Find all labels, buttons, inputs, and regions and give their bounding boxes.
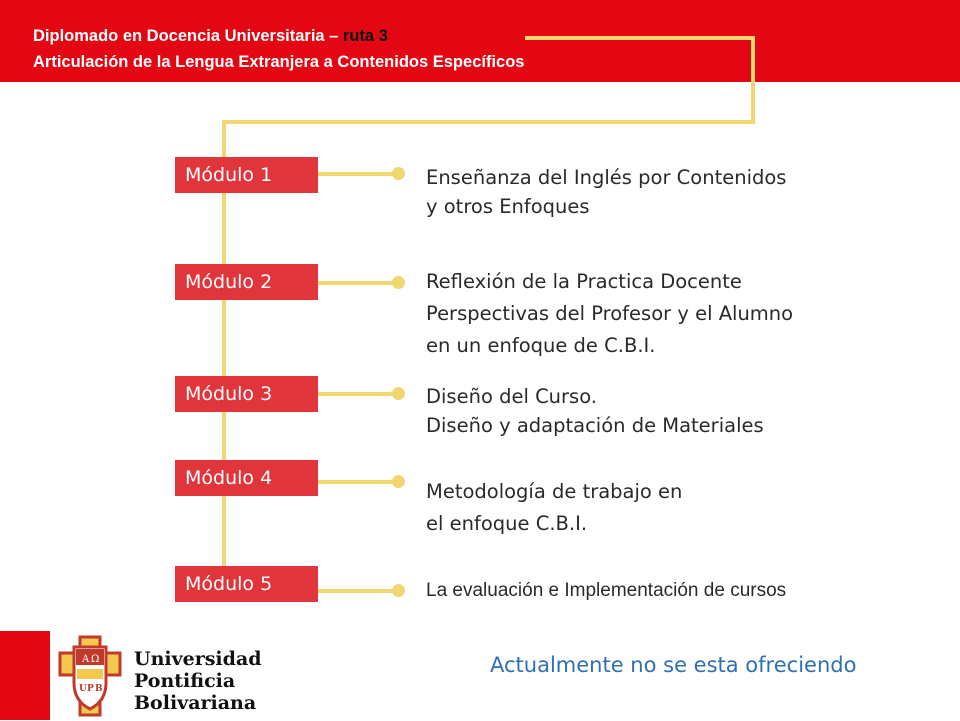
svg-text:B: B	[95, 684, 103, 694]
svg-text:P: P	[87, 684, 94, 694]
module-1-desc-line-2: y otros Enfoques	[426, 195, 590, 218]
svg-text:Ω: Ω	[91, 654, 100, 665]
module-1-tab[interactable]: Módulo 1	[175, 157, 318, 193]
header-connector-vertical	[751, 36, 755, 124]
footer-red-block	[0, 631, 50, 720]
module-2-desc-line-2: Perspectivas del Profesor y el Alumno	[426, 302, 794, 325]
module-5-desc-line-1: La evaluación e Implementación de cursos	[426, 580, 787, 601]
module-3-desc-line-2: Diseño y adaptación de Materiales	[426, 414, 764, 437]
module-3-tab[interactable]: Módulo 3	[175, 376, 318, 412]
module-4-desc-line-1: Metodología de trabajo en	[426, 480, 683, 503]
module-2-tab[interactable]: Módulo 2	[175, 264, 318, 300]
course-subtitle: Articulación de la Lengua Extranjera a Contenidos Específicos	[33, 53, 525, 71]
availability-note: Actualmente no se esta ofreciendo	[490, 653, 857, 677]
module-2-connector	[318, 281, 398, 285]
route-label: ruta 3	[342, 27, 388, 45]
header-connector-horizontal	[525, 36, 755, 40]
module-3-desc-line-1: Diseño del Curso.	[426, 385, 598, 408]
svg-text:A: A	[82, 654, 90, 665]
module-5-dot	[392, 584, 405, 597]
module-1-dot	[392, 167, 405, 180]
module-5-connector	[318, 589, 398, 593]
module-2-desc-line-1: Reflexión de la Practica Docente	[426, 270, 742, 293]
module-1-desc-line-1: Enseñanza del Inglés por Contenidos	[426, 166, 787, 189]
logo-word-3: Bolivariana	[134, 692, 257, 714]
module-4-tab[interactable]: Módulo 4	[175, 460, 318, 496]
module-3-dot	[392, 387, 405, 400]
upb-crest-icon	[58, 635, 268, 717]
module-4-desc-line-2: el enfoque C.B.I.	[426, 512, 588, 535]
module-5-tab[interactable]: Módulo 5	[175, 566, 318, 602]
course-title	[33, 27, 388, 46]
module-3-connector	[318, 392, 398, 396]
course-title-main: Diplomado en Docencia Universitaria –	[33, 27, 343, 45]
module-4-dot	[392, 475, 405, 488]
module-4-connector	[318, 480, 398, 484]
header-bar	[0, 0, 960, 82]
university-logo	[58, 635, 268, 721]
module-2-desc-line-3: en un enfoque de C.B.I.	[426, 334, 656, 357]
top-connector-horizontal	[222, 120, 755, 124]
logo-word-1: Universidad	[134, 648, 262, 670]
module-1-connector	[318, 172, 398, 176]
svg-text:U: U	[79, 684, 87, 694]
logo-word-2: Pontificia	[134, 670, 236, 692]
module-2-dot	[392, 276, 405, 289]
